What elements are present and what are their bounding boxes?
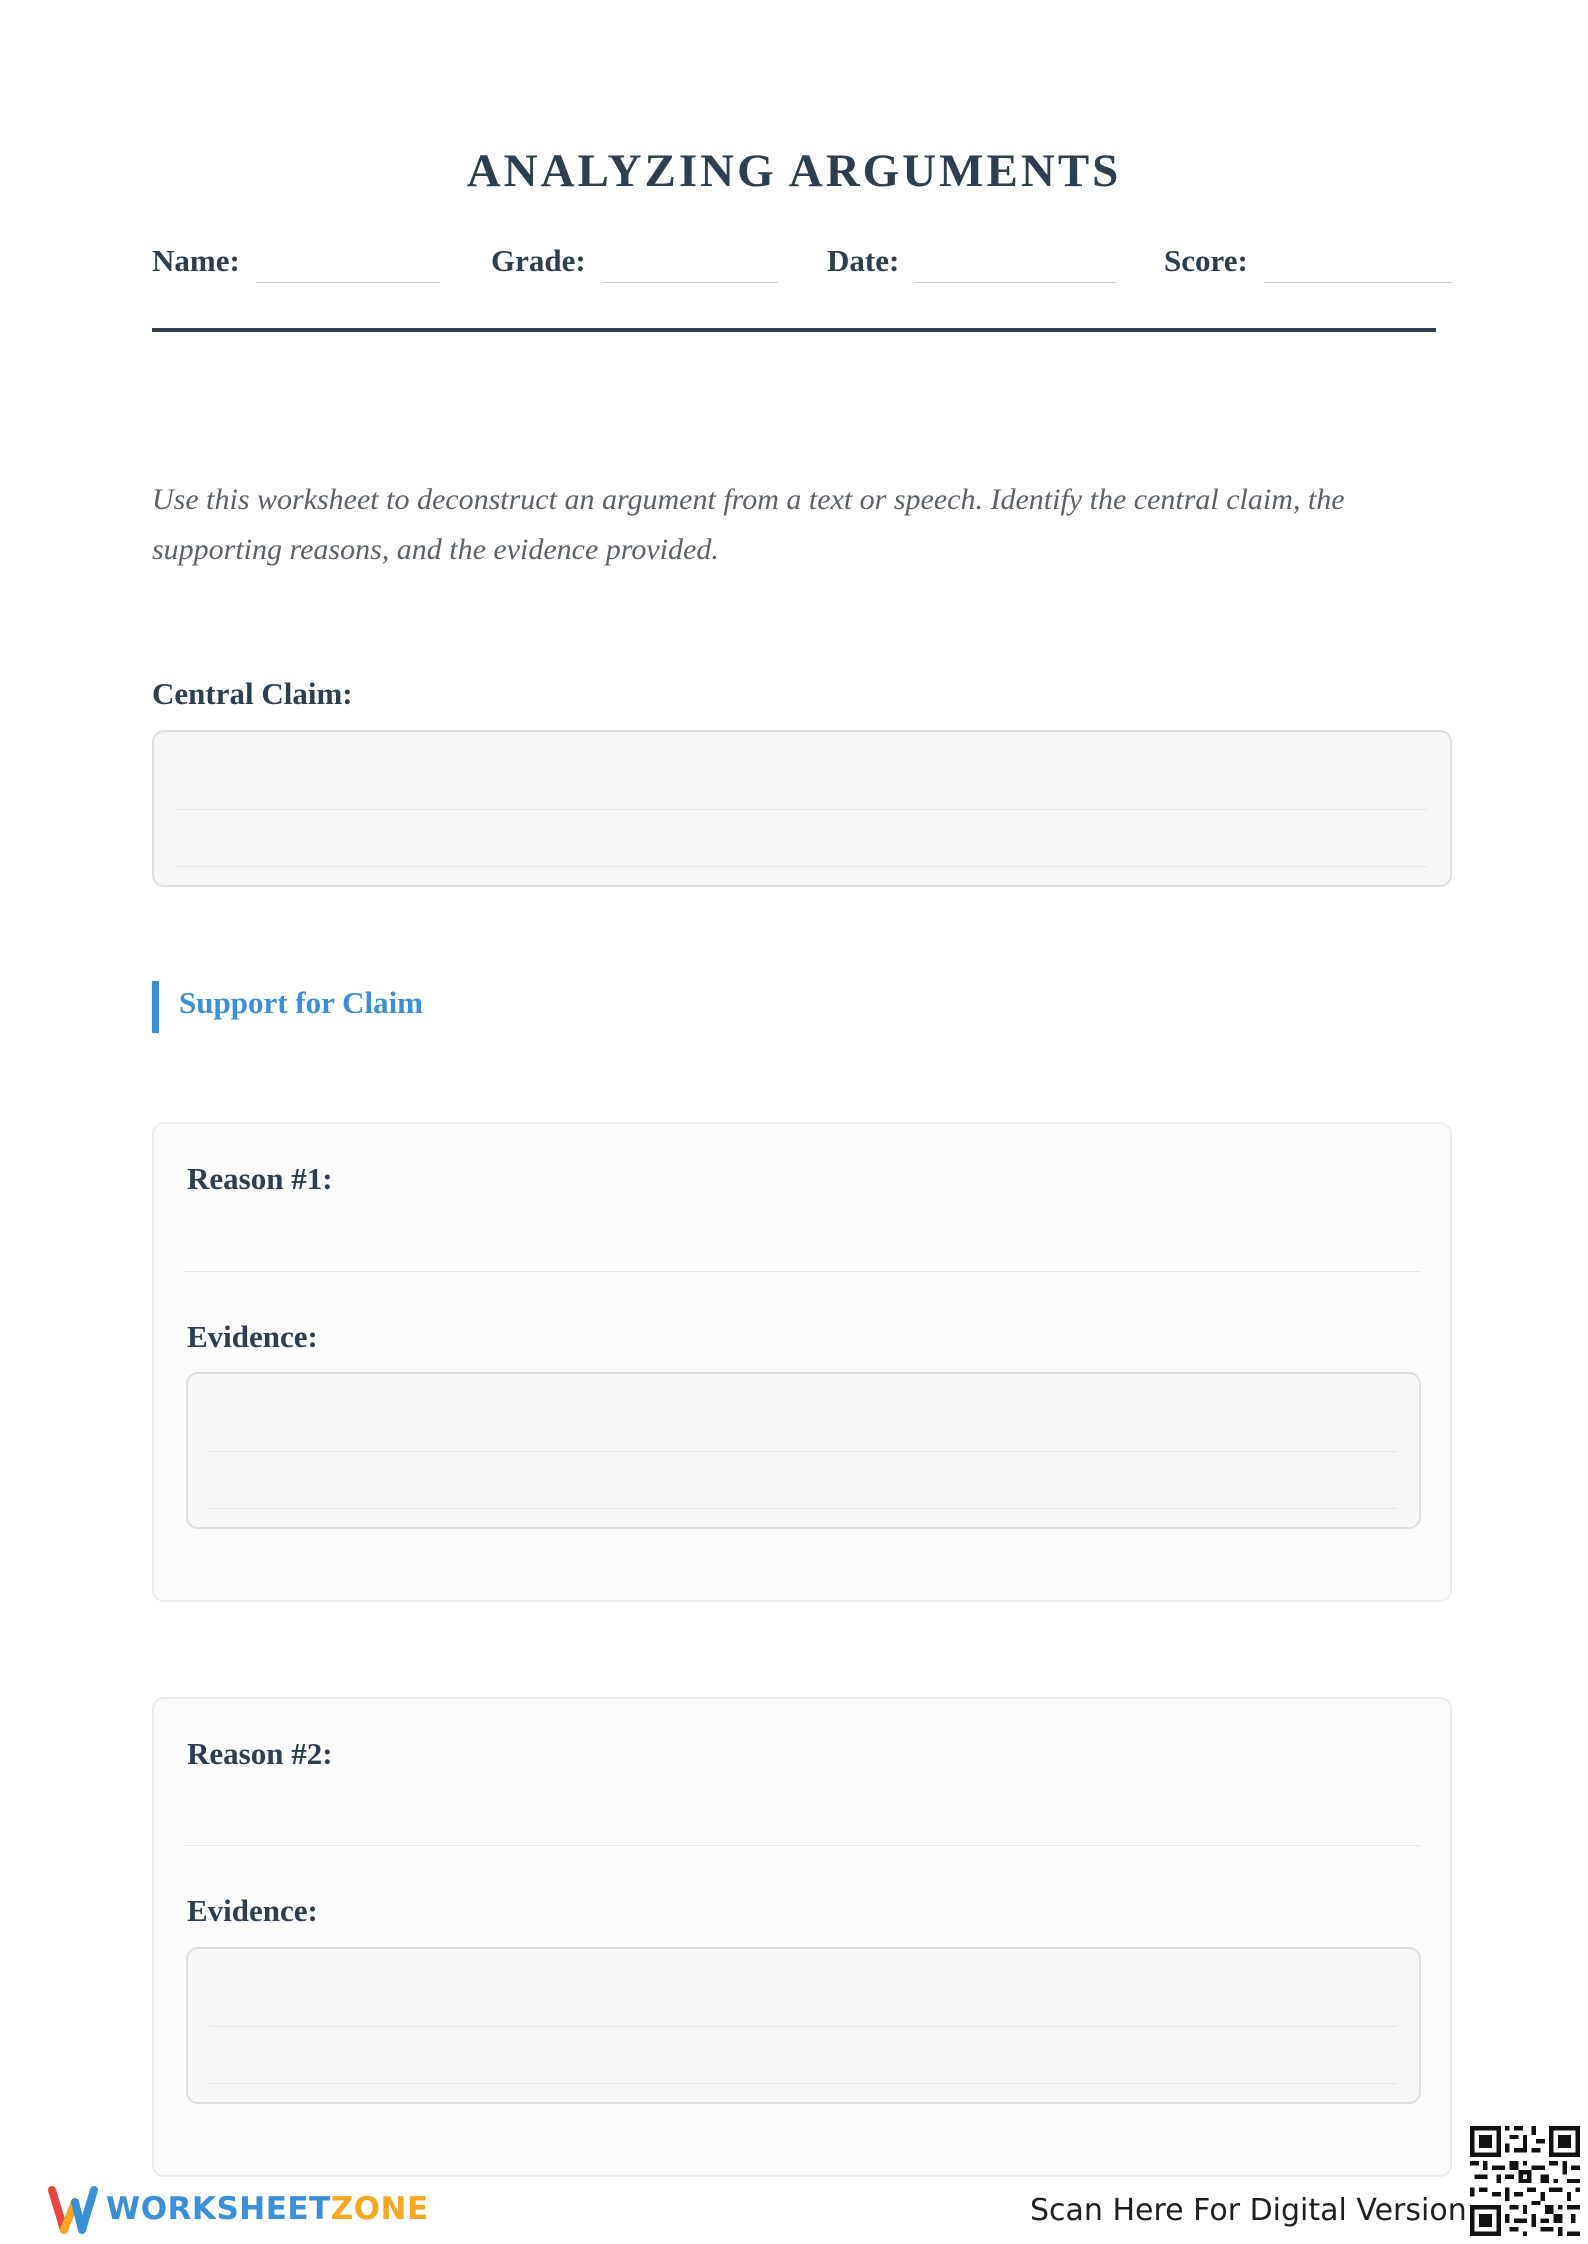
instructions-text: Use this worksheet to deconstruct an argument from a text or speech. Identify the central claim, the supporting reasons, and the evidence provided. xyxy=(152,483,1345,566)
brand-part-2: ZONE xyxy=(330,2191,429,2227)
date-label: Date: xyxy=(827,243,900,278)
grade-label: Grade: xyxy=(491,243,586,278)
section-title: Support for Claim xyxy=(179,985,424,1020)
writing-line xyxy=(176,866,1428,867)
reason-card-1 xyxy=(152,1122,1452,1602)
reason-answer-line[interactable] xyxy=(184,1845,1420,1846)
grade-input-line[interactable] xyxy=(602,282,778,283)
worksheet-title: ANALYZING ARGUMENTS xyxy=(466,145,1122,197)
score-input-line[interactable] xyxy=(1264,282,1452,283)
evidence-answer-box[interactable] xyxy=(186,1372,1421,1529)
writing-line xyxy=(210,1451,1397,1452)
reason-answer-line[interactable] xyxy=(184,1271,1420,1272)
name-input-line[interactable] xyxy=(256,282,440,283)
date-input-line[interactable] xyxy=(914,282,1116,283)
writing-line xyxy=(210,2026,1397,2027)
reason-card-2 xyxy=(152,1697,1452,2177)
writing-line xyxy=(176,809,1428,810)
name-label: Name: xyxy=(152,243,240,278)
score-label: Score: xyxy=(1164,243,1248,278)
writing-line xyxy=(210,1508,1397,1509)
brand-part-1: WORKSHEET xyxy=(106,2191,331,2227)
writing-line xyxy=(210,2083,1397,2084)
brand-wordmark[interactable] xyxy=(106,2191,429,2227)
central-claim-label: Central Claim: xyxy=(152,676,353,711)
reason-label: Reason #1: xyxy=(187,1161,333,1196)
evidence-label: Evidence: xyxy=(187,1319,318,1354)
header-divider xyxy=(152,328,1436,332)
reason-label: Reason #2: xyxy=(187,1736,333,1771)
central-claim-answer-box[interactable] xyxy=(152,730,1452,887)
evidence-label: Evidence: xyxy=(187,1893,318,1928)
scan-instruction: Scan Here For Digital Version xyxy=(1030,2193,1467,2228)
worksheetzone-logo-icon xyxy=(48,2182,98,2238)
evidence-answer-box[interactable] xyxy=(186,1947,1421,2104)
qr-code-icon[interactable] xyxy=(1470,2126,1580,2236)
section-accent-bar xyxy=(152,981,159,1033)
